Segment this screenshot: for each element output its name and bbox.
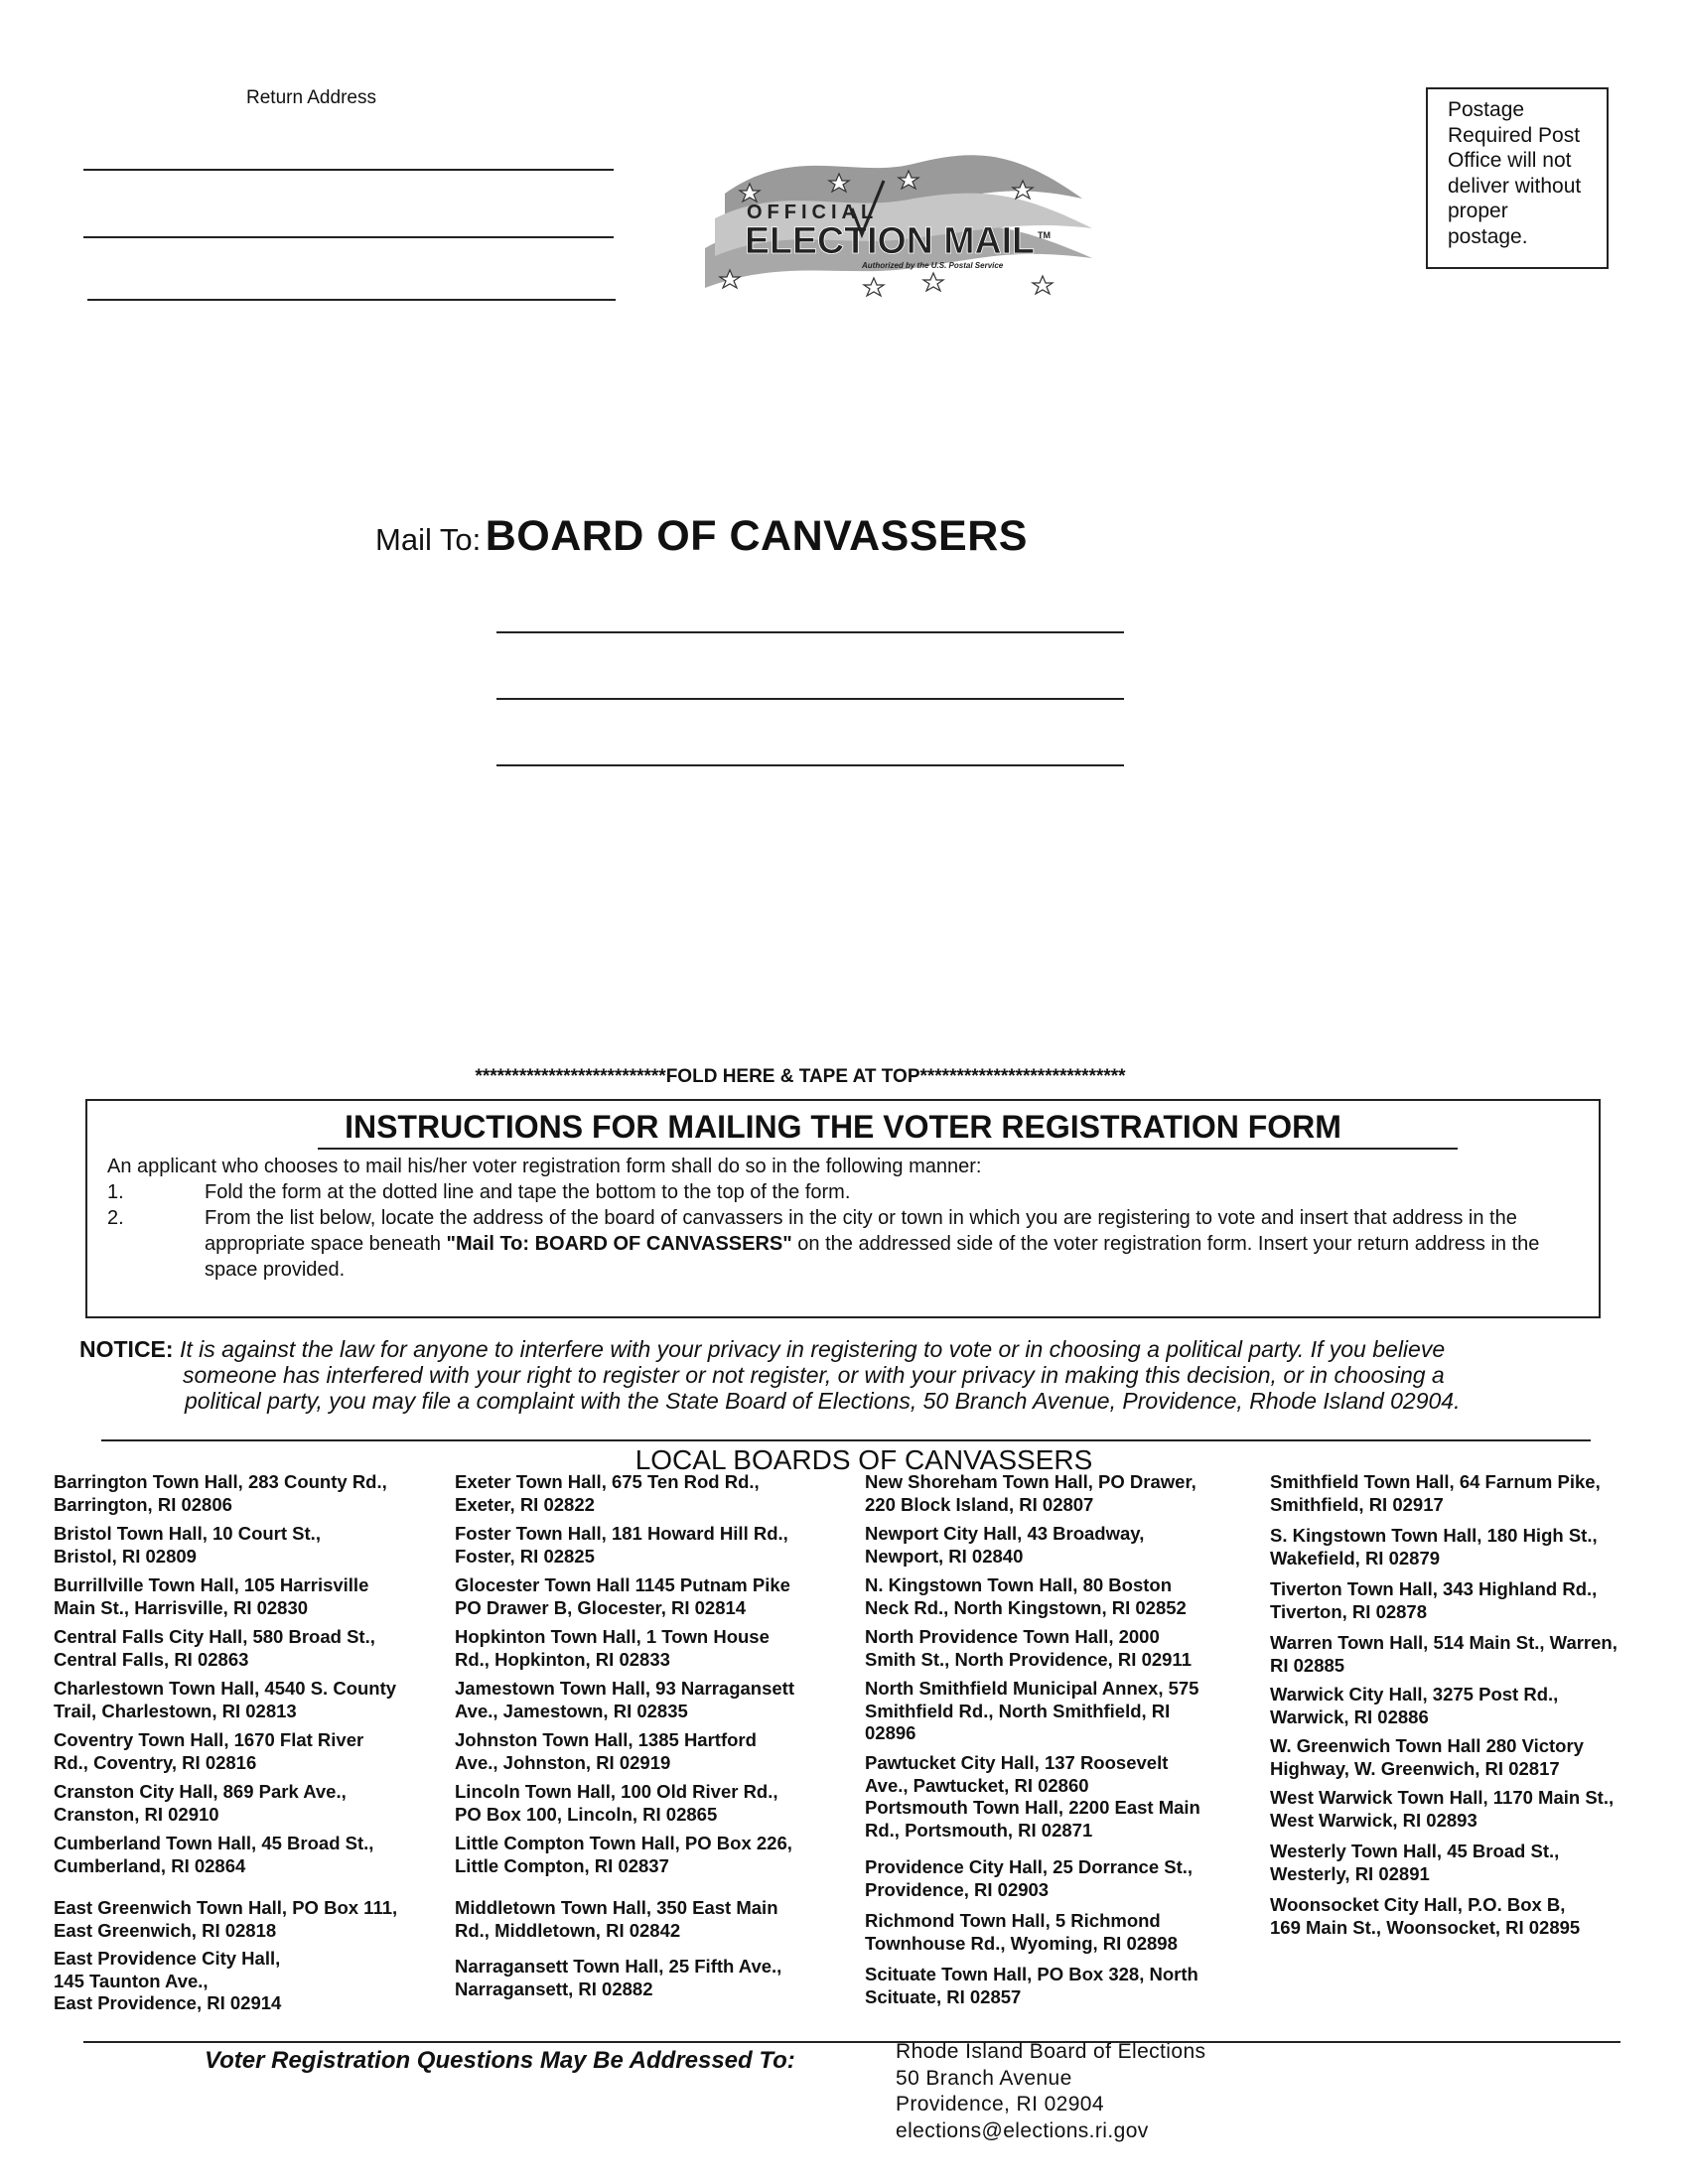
- board-entry: [865, 1856, 1193, 1901]
- privacy-notice: [79, 1336, 1589, 1414]
- board-entry-line: PO Box 100, Lincoln, RI 02865: [455, 1803, 718, 1825]
- return-address-line-2[interactable]: [83, 236, 614, 238]
- board-entry-line: Foster Town Hall, 181 Howard Hill Rd.,: [455, 1523, 788, 1544]
- board-entry-line: East Greenwich, RI 02818: [54, 1919, 277, 1941]
- step-number: 2.: [107, 1207, 124, 1229]
- board-entry-line: Charlestown Town Hall, 4540 S. County: [54, 1678, 397, 1699]
- board-entry-line: Wakefield, RI 02879: [1270, 1547, 1441, 1569]
- board-entry: [1270, 1894, 1580, 1939]
- board-entry: [1270, 1578, 1597, 1623]
- board-entry-line: East Providence, RI 02914: [54, 1992, 282, 2013]
- board-entry-line: Bristol, RI 02809: [54, 1545, 197, 1567]
- board-entry: [1270, 1841, 1559, 1885]
- board-entry-line: Hopkinton Town Hall, 1 Town House: [455, 1626, 770, 1647]
- board-entry-line: Cumberland Town Hall, 45 Broad St.,: [54, 1833, 374, 1853]
- board-entry: [455, 1678, 794, 1722]
- postage-line: Required Post: [1448, 123, 1581, 147]
- board-entry: [865, 1523, 1144, 1568]
- divider: [101, 1439, 1591, 1441]
- board-entry-line: West Warwick, RI 02893: [1270, 1809, 1477, 1831]
- notice-line: [79, 1336, 1589, 1362]
- board-of-elections-address: [896, 2039, 1205, 2144]
- board-entry-line: Burrillville Town Hall, 105 Harrisville: [54, 1574, 369, 1595]
- postage-line: Postage: [1448, 98, 1525, 121]
- board-entry-line: Exeter, RI 02822: [455, 1493, 595, 1515]
- board-entry: [455, 1833, 792, 1877]
- board-entry: [54, 1626, 375, 1671]
- board-entry: [54, 1574, 368, 1619]
- step-text-part: From the list below, locate the address of the board of canvassers in the city or town in which you are registering to vote and insert that address in the appropriate space beneath: [205, 1207, 1517, 1255]
- divider: [83, 2041, 1620, 2043]
- board-entry: [455, 1729, 757, 1774]
- instruction-step: [107, 1205, 1587, 1283]
- board-entry-line: Providence City Hall, 25 Dorrance St.,: [865, 1856, 1194, 1877]
- board-entry: [455, 1523, 788, 1568]
- return-address-line-3[interactable]: [87, 299, 616, 301]
- board-entry-line: Coventry Town Hall, 1670 Flat River: [54, 1729, 364, 1750]
- notice-line: someone has interfered with your right to register or not register, or with your privacy in making this decision, or in choosing a: [183, 1362, 1445, 1388]
- logo-official-text: OFFICIAL: [747, 202, 879, 223]
- address-line: Rhode Island Board of Elections: [896, 2040, 1206, 2063]
- board-entry: [1270, 1735, 1584, 1780]
- board-entry-line: Newport City Hall, 43 Broadway,: [865, 1523, 1145, 1544]
- board-entry-line: North Providence Town Hall, 2000: [865, 1626, 1160, 1647]
- board-entry-line: Smithfield Rd., North Smithfield, RI: [865, 1700, 1171, 1721]
- board-entry-line: Scituate, RI 02857: [865, 1985, 1022, 2007]
- board-entry-line: Rd., Coventry, RI 02816: [54, 1751, 257, 1773]
- board-entry-line: Providence, RI 02903: [865, 1878, 1050, 1900]
- mail-to-address-line-3[interactable]: [496, 764, 1124, 766]
- mail-to-address-line-1[interactable]: [496, 631, 1124, 633]
- board-entry-line: Cranston City Hall, 869 Park Ave.,: [54, 1781, 347, 1802]
- board-entry: [455, 1626, 770, 1671]
- board-entry-line: West Warwick Town Hall, 1170 Main St.,: [1270, 1787, 1615, 1808]
- star-icon: [1033, 276, 1053, 294]
- board-entry-line: Johnston Town Hall, 1385 Hartford: [455, 1729, 757, 1750]
- step-text: Fold the form at the dotted line and tape the bottom to the top of the form.: [205, 1181, 851, 1203]
- step-text-emphasis: "Mail To: BOARD OF CANVASSERS": [446, 1233, 792, 1255]
- board-entry-line: Cumberland, RI 02864: [54, 1854, 246, 1876]
- board-entry: [1270, 1471, 1601, 1516]
- step-text-part: on the addressed side of the voter registration form. Insert your return address in the space provided.: [205, 1233, 1540, 1281]
- board-entry-line: Ave., Pawtucket, RI 02860: [865, 1774, 1089, 1796]
- instructions-title: INSTRUCTIONS FOR MAILING THE VOTER REGISTRATION FORM: [345, 1109, 1341, 1145]
- board-entry-line: Ave., Johnston, RI 02919: [455, 1751, 671, 1773]
- board-entry-line: Smith St., North Providence, RI 02911: [865, 1648, 1192, 1670]
- board-entry-line: S. Kingstown Town Hall, 180 High St.,: [1270, 1525, 1598, 1546]
- board-entry: [865, 1752, 1168, 1797]
- board-entry-line: Narragansett Town Hall, 25 Fifth Ave.,: [455, 1956, 782, 1977]
- board-entry: [865, 1574, 1187, 1619]
- board-entry: [865, 1471, 1196, 1516]
- step-number: 1.: [107, 1181, 124, 1203]
- board-entry-line: Richmond Town Hall, 5 Richmond: [865, 1910, 1161, 1931]
- postage-line: proper: [1448, 200, 1508, 222]
- board-entry: [865, 1626, 1192, 1671]
- board-entry-line: Lincoln Town Hall, 100 Old River Rd.,: [455, 1781, 778, 1802]
- board-entry-line: Barrington Town Hall, 283 County Rd.,: [54, 1471, 387, 1492]
- board-entry-line: East Providence City Hall,: [54, 1948, 281, 1969]
- board-entry-line: Bristol Town Hall, 10 Court St.,: [54, 1523, 321, 1544]
- board-entry-line: East Greenwich Town Hall, PO Box 111,: [54, 1897, 398, 1918]
- board-entry: [54, 1833, 373, 1877]
- board-entry-line: Smithfield Town Hall, 64 Farnum Pike,: [1270, 1471, 1601, 1492]
- board-entry: [1270, 1787, 1614, 1832]
- board-entry-line: Little Compton Town Hall, PO Box 226,: [455, 1833, 792, 1853]
- instructions-box: [85, 1099, 1601, 1318]
- board-entry-line: Tiverton Town Hall, 343 Highland Rd.,: [1270, 1578, 1598, 1599]
- star-icon: [923, 273, 943, 291]
- instructions-title-underline: [318, 1148, 1458, 1150]
- mail-to-heading: [375, 512, 1028, 561]
- board-entry-line: Exeter Town Hall, 675 Ten Rod Rd.,: [455, 1471, 760, 1492]
- email-link[interactable]: elections@elections.ri.gov: [896, 2118, 1149, 2142]
- board-entry-line: Neck Rd., North Kingstown, RI 02852: [865, 1596, 1187, 1618]
- questions-heading: Voter Registration Questions May Be Addressed To:: [205, 2047, 795, 2074]
- board-entry-line: Little Compton, RI 02837: [455, 1854, 669, 1876]
- board-entry: [54, 1781, 347, 1826]
- instruction-step: [107, 1179, 1587, 1205]
- board-entry: [455, 1471, 760, 1516]
- official-election-mail-logo: [685, 139, 1112, 298]
- board-entry-line: Townhouse Rd., Wyoming, RI 02898: [865, 1932, 1178, 1954]
- instructions-body: [107, 1154, 1587, 1283]
- board-entry-line: Rd., Middletown, RI 02842: [455, 1919, 681, 1941]
- board-entry: [455, 1956, 781, 2000]
- board-entry-line: Cranston, RI 02910: [54, 1803, 219, 1825]
- board-entry-line: Warwick, RI 02886: [1270, 1706, 1429, 1727]
- board-entry-line: Tiverton, RI 02878: [1270, 1600, 1428, 1622]
- board-entry-line: Barrington, RI 02806: [54, 1493, 232, 1515]
- board-entry-line: Rd., Hopkinton, RI 02833: [455, 1648, 670, 1670]
- mail-to-recipient: BOARD OF CANVASSERS: [485, 512, 1028, 560]
- board-entry: [54, 1471, 387, 1516]
- return-address-label: Return Address: [246, 87, 376, 108]
- address-line: 50 Branch Avenue: [896, 2066, 1072, 2090]
- board-entry-line: Westerly Town Hall, 45 Broad St.,: [1270, 1841, 1560, 1861]
- board-entry-line: Pawtucket City Hall, 137 Roosevelt: [865, 1752, 1169, 1773]
- board-entry-line: Central Falls, RI 02863: [54, 1648, 249, 1670]
- board-entry: [865, 1678, 1198, 1745]
- mail-to-address-line-2[interactable]: [496, 698, 1124, 700]
- board-entry: [1270, 1632, 1618, 1677]
- board-entry-line: Ave., Jamestown, RI 02835: [455, 1700, 688, 1721]
- board-entry-line: Rd., Portsmouth, RI 02871: [865, 1819, 1093, 1841]
- board-entry-line: Middletown Town Hall, 350 East Main: [455, 1897, 778, 1918]
- fold-instruction: **************************FOLD HERE & TAPE AT TOP****************************: [475, 1066, 1126, 1087]
- board-entry-line: Foster, RI 02825: [455, 1545, 595, 1567]
- postage-line: Office will not: [1448, 149, 1572, 172]
- board-entry-line: N. Kingstown Town Hall, 80 Boston: [865, 1574, 1173, 1595]
- address-line: Providence, RI 02904: [896, 2093, 1104, 2116]
- return-address-line-1[interactable]: [83, 169, 614, 171]
- postage-box: [1426, 87, 1609, 269]
- board-entry-line: Newport, RI 02840: [865, 1545, 1024, 1567]
- notice-label: NOTICE:: [79, 1336, 174, 1362]
- board-entry-line: 02896: [865, 1722, 916, 1743]
- board-entry-line: Trail, Charlestown, RI 02813: [54, 1700, 297, 1721]
- board-entry-line: North Smithfield Municipal Annex, 575: [865, 1678, 1199, 1699]
- board-entry-line: New Shoreham Town Hall, PO Drawer,: [865, 1471, 1196, 1492]
- board-entry-line: Main St., Harrisville, RI 02830: [54, 1596, 309, 1618]
- board-entry-line: Jamestown Town Hall, 93 Narragansett: [455, 1678, 795, 1699]
- board-entry: [54, 1897, 397, 1942]
- board-entry-line: Warren Town Hall, 514 Main St., Warren,: [1270, 1632, 1618, 1653]
- board-entry: [455, 1897, 778, 1942]
- board-entry-line: Portsmouth Town Hall, 2200 East Main: [865, 1797, 1200, 1818]
- local-boards-title: LOCAL BOARDS OF CANVASSERS: [634, 1444, 1093, 1475]
- board-entry: [865, 1797, 1200, 1842]
- board-entry-line: Central Falls City Hall, 580 Broad St.,: [54, 1626, 375, 1647]
- board-entry: [1270, 1684, 1558, 1728]
- board-entry-line: Woonsocket City Hall, P.O. Box B,: [1270, 1894, 1566, 1915]
- instructions-intro: An applicant who chooses to mail his/her voter registration form shall do so in the following manner:: [107, 1156, 982, 1177]
- board-entry-line: PO Drawer B, Glocester, RI 02814: [455, 1596, 747, 1618]
- board-entry-line: Westerly, RI 02891: [1270, 1862, 1430, 1884]
- board-entry-line: Glocester Town Hall 1145 Putnam Pike: [455, 1574, 790, 1595]
- board-entry: [455, 1574, 790, 1619]
- board-entry-line: 169 Main St., Woonsocket, RI 02895: [1270, 1916, 1581, 1938]
- board-entry-line: Scituate Town Hall, PO Box 328, North: [865, 1964, 1198, 1984]
- postage-line: deliver without: [1448, 174, 1582, 198]
- board-entry: [1270, 1525, 1598, 1570]
- board-entry-line: RI 02885: [1270, 1654, 1345, 1676]
- notice-text: It is against the law for anyone to interfere with your privacy in registering to vote or in choosing a political party. If you believe: [179, 1336, 1446, 1362]
- star-icon: [864, 278, 884, 296]
- step-text: [205, 1205, 1587, 1283]
- board-entry: [54, 1729, 363, 1774]
- logo-tm-text: TM: [1038, 230, 1051, 240]
- logo-election-mail-text: ELECTION MAIL: [745, 220, 1035, 262]
- board-entry-line: Warwick City Hall, 3275 Post Rd.,: [1270, 1684, 1559, 1705]
- board-entry: [455, 1781, 778, 1826]
- board-entry-line: 145 Taunton Ave.,: [54, 1970, 209, 1991]
- board-entry: [54, 1523, 321, 1568]
- board-entry-line: Highway, W. Greenwich, RI 02817: [1270, 1757, 1560, 1779]
- logo-authorized-text: Authorized by the U.S. Postal Service: [862, 261, 1004, 270]
- board-entry: [865, 1910, 1178, 1955]
- postage-line: postage.: [1448, 224, 1528, 248]
- board-entry: [54, 1948, 281, 2015]
- board-entry-line: W. Greenwich Town Hall 280 Victory: [1270, 1735, 1584, 1756]
- mail-to-label: Mail To:: [375, 522, 482, 557]
- board-entry-line: Smithfield, RI 02917: [1270, 1493, 1444, 1515]
- board-entry: [54, 1678, 396, 1722]
- board-entry: [865, 1964, 1198, 2008]
- board-entry-line: Narragansett, RI 02882: [455, 1978, 653, 1999]
- notice-line: political party, you may file a complaint with the State Board of Elections, 50 Branch Avenue, Providence, Rhode Island 02904.: [185, 1388, 1461, 1414]
- board-entry-line: 220 Block Island, RI 02807: [865, 1493, 1094, 1515]
